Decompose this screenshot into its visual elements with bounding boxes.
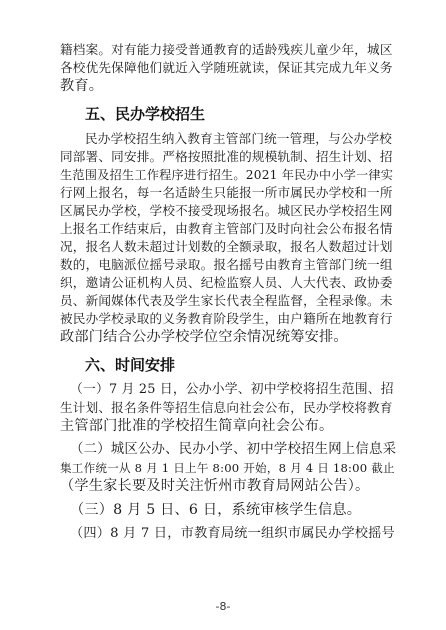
- section-5-line: 生范围及招生工作程序进行招生。2021 年民办中小学一律实: [60, 168, 394, 182]
- section-5-line: 织，邀请公证机构人员、纪检监察人员、人大代表、政协委: [60, 275, 393, 290]
- section-6-line: 主管部门批准的学校招生简章向社会公布。: [60, 418, 334, 434]
- section-5-line: 区属民办学校，学校不接受现场报名。城区民办学校招生网: [60, 203, 393, 218]
- section-5-heading: 五、民办学校招生: [85, 105, 206, 123]
- section-6-line: 生计划、报名条件等招生信息向社会公布，民办学校将教育: [60, 400, 393, 415]
- section-6-line: 集工作统一从 8 月 1 日上午 8:00 开始，8 月 4 日 18:00 截止: [60, 461, 395, 475]
- section-5-line: 况，报名人数未超过计划数的全额录取，报名人数超过计划: [60, 239, 393, 254]
- section-6-line: （三）8 月 5 日、6 日，系统审核学生信息。: [70, 502, 362, 518]
- section-6-line: （四）8 月 7 日，市教育局统一组织市属民办学校摇号: [70, 526, 395, 541]
- section-5-line: 同部署、同安排。严格按照批准的规模轨制、招生计划、招: [60, 149, 393, 164]
- section-5-line: 数的，电脑派位摇号录取。报名摇号由教育主管部门统一组: [60, 257, 393, 272]
- section-5-line: 行网上报名，每一名适龄生只能报一所市属民办学校和一所: [60, 185, 393, 200]
- section-6-heading: 六、时间安排: [85, 356, 176, 374]
- page-number: -8-: [215, 600, 231, 613]
- section-5-line: 员、新闻媒体代表及学生家长代表全程监督，全程录像。未: [60, 293, 393, 308]
- section-6-line: （二）城区公办、民办小学、初中学校招生网上信息采: [70, 442, 397, 457]
- section-5-line: 民办学校招生纳入教育主管部门统一管理，与公办学校: [85, 131, 393, 146]
- section-6-line: （学生家长要及时关注忻州市教育局网站公告）。: [60, 478, 370, 494]
- section-6-line: （一）7 月 25 日，公办小学、初中学校将招生范围、招: [70, 382, 394, 397]
- intro-line: 教育。: [60, 78, 104, 94]
- section-5-line: 上报名工作结束后，由教育主管部门及时向社会公布报名情: [60, 221, 393, 236]
- intro-line: 籍档案。对有能力接受普通教育的适龄残疾儿童少年，城区: [60, 42, 393, 57]
- section-5-line: 被民办学校录取的义务教育阶段学生，由户籍所在地教育行: [60, 311, 393, 326]
- intro-line: 各校优先保障他们就近入学随班就读，保证其完成九年义务: [60, 60, 393, 75]
- section-5-line: 政部门结合公办学校学位空余情况统筹安排。: [60, 329, 348, 345]
